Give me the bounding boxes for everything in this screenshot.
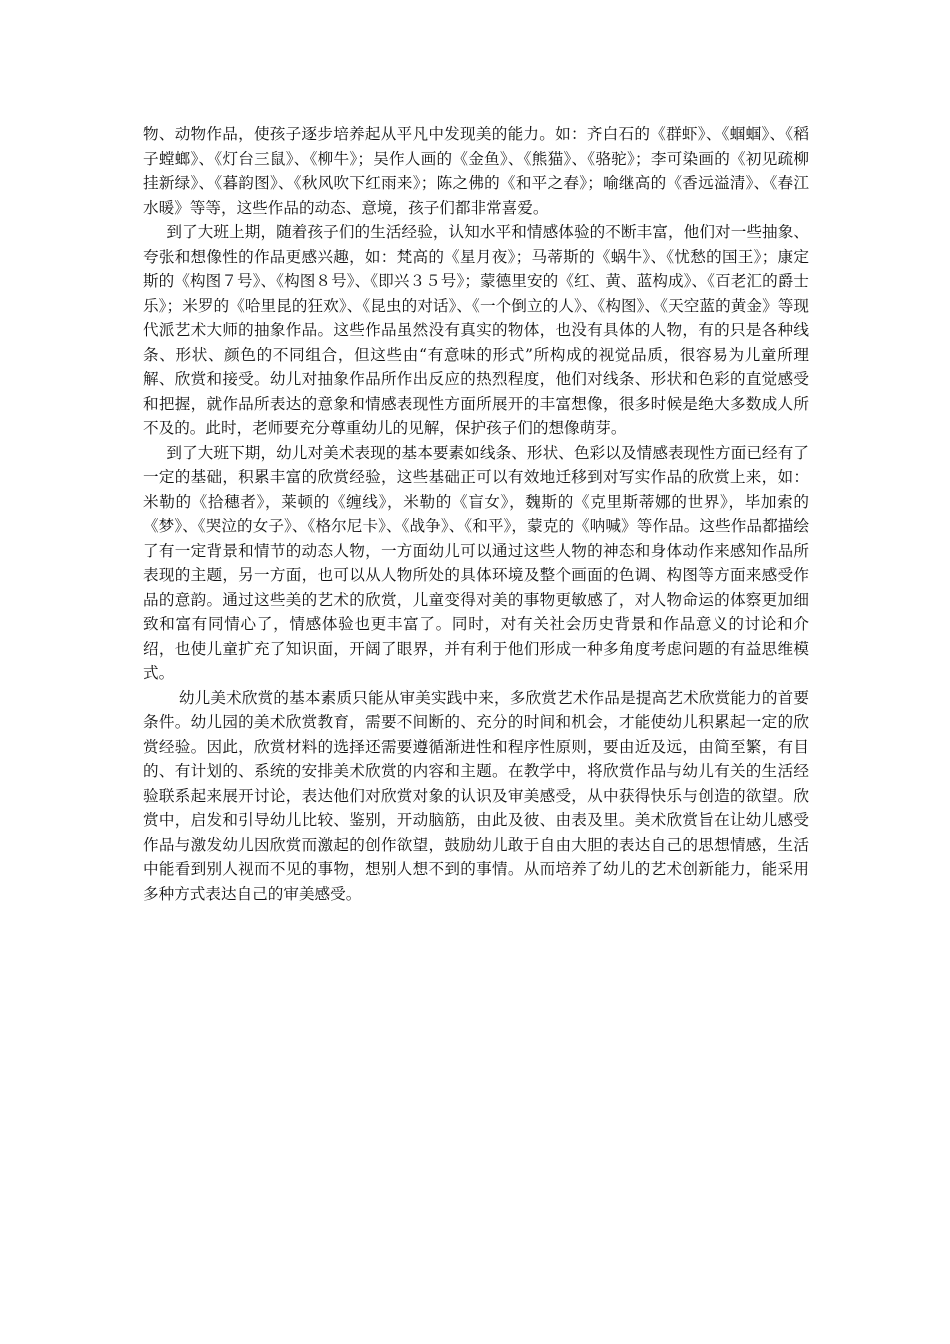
paragraph-continued: 物、动物作品，使孩子逐步培养起从平凡中发现美的能力。如：齐白石的《群虾》、《蝈蝈》、《稻子螳螂》、《灯台三鼠》、《柳牛》；吴作人画的《金鱼》、《熊猫》、《骆驼》；李可染画的《初见疏柳挂新绿》、《暮韵图》、《秋风吹下红雨来》；陈之佛的《和平之春》；喻继高的《香远溢清》、《春江水暖》等等，这些作品的动态、意境，孩子们都非常喜爱。: [143, 125, 809, 217]
paragraph-upper-class-second-term: 到了大班下期，幼儿对美术表现的基本要素如线条、形状、色彩以及情感表现性方面已经有了一定的基础，积累丰富的欣赏经验，这些基础正可以有效地迁移到对写实作品的欣赏上来，如：米勒的《拾穗者》，莱顿的《缠线》，米勒的《盲女》，魏斯的《克里斯蒂娜的世界》，毕加索的《梦》、《哭泣的女子》、《格尔尼卡》、《战争》、《和平》，蒙克的《呐喊》等作品。这些作品都描绘了有一定背景和情节的动态人物，一方面幼儿可以通过这些人物的神态和身体动作来感知作品所表现的主题，另一方面，也可以从人物所处的具体环境及整个画面的色调、构图等方面来感受作品的意韵。通过这些美的艺术的欣赏，儿童变得对美的事物更敏感了，对人物命运的体察更加细致和富有同情心了，情感体验也更丰富了。同时，对有关社会历史背景和作品意义的讨论和介绍，也使儿童扩充了知识面，开阔了眼界，并有利于他们形成一种多角度考虑问题的有益思维模式。: [143, 443, 809, 682]
paragraph-upper-class-first-term: 到了大班上期，随着孩子们的生活经验，认知水平和情感体验的不断丰富，他们对一些抽象、夸张和想像性的作品更感兴趣，如：梵高的《星月夜》；马蒂斯的《蜗牛》、《忧愁的国王》；康定斯的《构图７号》、《构图８号》、《即兴３５号》；蒙德里安的《红、黄、蓝构成》、《百老汇的爵士乐》；米罗的《哈里昆的狂欢》、《昆虫的对话》、《一个倒立的人》、《构图》、《天空蓝的黄金》等现代派艺术大师的抽象作品。这些作品虽然没有真实的物体，也没有具体的人物，有的只是各种线条、形状、颜色的不同组合，但这些由“有意味的形式”所构成的视觉品质，很容易为儿童所理解、欣赏和接受。幼儿对抽象作品所作出反应的热烈程度，他们对线条、形状和色彩的直觉感受和把握，就作品所表达的意象和情感表现性方面所展开的丰富想像，很多时候是绝大多数成人所不及的。此时，老师要充分尊重幼儿的见解，保护孩子们的想像萌芽。: [143, 223, 809, 437]
document-body: [143, 122, 809, 906]
paragraph-conclusion: 幼儿美术欣赏的基本素质只能从审美实践中来，多欣赏艺术作品是提高艺术欣赏能力的首要条件。幼儿园的美术欣赏教育，需要不间断的、充分的时间和机会，才能使幼儿积累起一定的欣赏经验。因此，欣赏材料的选择还需要遵循渐进性和程序性原则，要由近及远，由简至繁，有目的、有计划的、系统的安排美术欣赏的内容和主题。在教学中，将欣赏作品与幼儿有关的生活经验联系起来展开讨论，表达他们对欣赏对象的认识及审美感受，从中获得快乐与创造的欲望。欣赏中，启发和引导幼儿比较、鉴别，开动脑筋，由此及彼、由表及里。美术欣赏旨在让幼儿感受作品与激发幼儿因欣赏而激起的创作欲望，鼓励幼儿敢于自由大胆的表达自己的思想情感，生活中能看到别人视而不见的事物，想别人想不到的事情。从而培养了幼儿的艺术创新能力，能采用多种方式表达自己的审美感受。: [143, 688, 809, 903]
